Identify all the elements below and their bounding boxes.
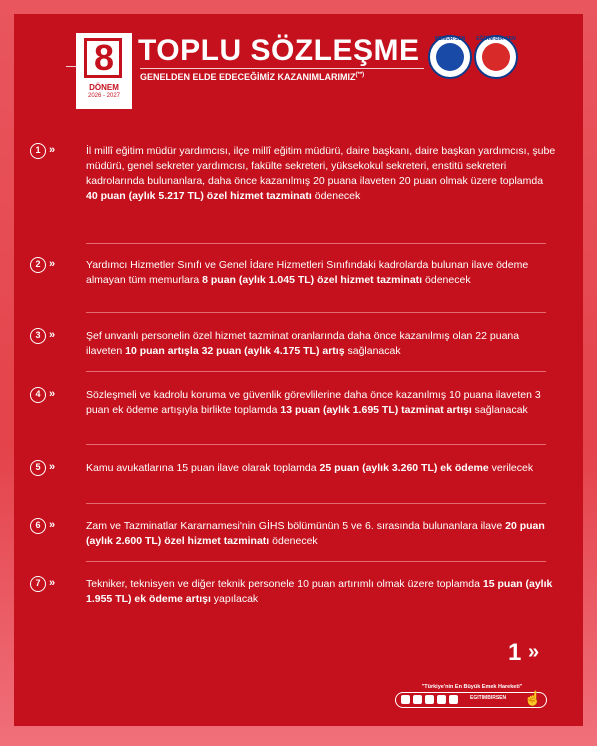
divider xyxy=(86,312,546,313)
list-item xyxy=(30,328,550,364)
item-text-bold: 13 puan (aylık 1.695 TL) tazminat artışı xyxy=(280,404,472,416)
item-text-bold: 25 puan (aylık 3.260 TL) ek ödeme xyxy=(319,462,489,474)
divider xyxy=(86,371,546,372)
item-text xyxy=(86,258,556,288)
chevron-right-icon: » xyxy=(49,388,56,400)
chevron-right-icon: » xyxy=(49,577,56,589)
item-text-body: Yardımcı Hizmetler Sınıfı ve Genel İdare Hizmetleri Sınıfındaki kadrolarda bulunan ilave ödeme almayan tüm memurlara xyxy=(86,259,529,286)
youtube-icon[interactable] xyxy=(437,695,446,704)
item-text-bold: 15 puan (aylık 1.955 TL) ek ödeme artışı xyxy=(86,578,553,605)
egitimbirsen-seal xyxy=(474,35,518,79)
chevron-right-icon: » xyxy=(49,519,56,531)
item-number-badge: 1 xyxy=(30,143,46,159)
item-text-bold: 10 puan artışla 32 puan (aylık 4.175 TL) artış xyxy=(125,345,345,357)
egitimbirsen-seal-center xyxy=(482,43,510,71)
next-page-icon[interactable]: » xyxy=(528,641,540,663)
logo-years: 2026 - 2027 xyxy=(87,93,121,99)
item-text-body: Şef unvanlı personelin özel hizmet tazminat oranlarında daha önce kazanılmış olan 22 puana ilaveten xyxy=(86,330,520,357)
item-text-tail: sağlanacak xyxy=(344,345,401,357)
list-item xyxy=(30,460,550,496)
item-text xyxy=(86,577,556,607)
chevron-right-icon: » xyxy=(49,258,56,270)
item-number-badge: 5 xyxy=(30,460,46,476)
chevron-right-icon: » xyxy=(49,329,56,341)
item-text-tail: ödenecek xyxy=(311,190,361,202)
item-text-tail: sağlanacak xyxy=(471,404,528,416)
page-subtitle xyxy=(140,72,364,82)
subtitle-mark: (**) xyxy=(355,72,365,78)
item-text xyxy=(86,461,556,476)
list-item xyxy=(30,257,550,307)
item-text-tail: ödenecek xyxy=(422,274,471,286)
instagram-icon[interactable] xyxy=(413,695,422,704)
item-number-badge: 6 xyxy=(30,518,46,534)
item-text-bold: 20 puan (aylık 2.600 TL) özel hizmet tazminatı xyxy=(86,520,545,547)
footer-slogan: "Türkiye'nin En Büyük Emek Hareketi" xyxy=(421,684,523,690)
page-number: 1 xyxy=(508,639,522,666)
item-number-badge: 2 xyxy=(30,257,46,273)
divider xyxy=(86,243,546,244)
item-text xyxy=(86,519,556,549)
item-number-badge: 7 xyxy=(30,576,46,592)
header-underline xyxy=(140,68,424,69)
item-text-bold: 8 puan (aylık 1.045 TL) özel hizmet tazminatı xyxy=(202,274,423,286)
egitimbirsen-seal-text: EĞİTİM-BİR-SEN xyxy=(476,36,516,42)
web-icon[interactable] xyxy=(449,695,458,704)
item-text xyxy=(86,144,556,204)
list-item xyxy=(30,518,550,554)
page-title: TOPLU SÖZLEŞME xyxy=(138,34,420,67)
logo-label: DÖNEM xyxy=(89,83,119,92)
item-text-tail: yapılacak xyxy=(210,593,259,605)
list-item xyxy=(30,576,553,612)
item-text-tail: ödenecek xyxy=(269,535,318,547)
chevron-right-icon: » xyxy=(49,144,56,156)
header-left-rule xyxy=(66,66,76,67)
item-number-badge: 3 xyxy=(30,328,46,344)
item-text-tail: verilecek xyxy=(488,462,534,474)
hand-pointer-icon: ☝ xyxy=(524,690,542,706)
x-icon[interactable] xyxy=(401,695,410,704)
divider xyxy=(86,503,546,504)
facebook-icon[interactable] xyxy=(425,695,434,704)
item-number-badge: 4 xyxy=(30,387,46,403)
divider xyxy=(86,444,546,445)
poster-card xyxy=(14,14,583,726)
donem-logo xyxy=(76,33,132,109)
memursen-seal-center xyxy=(436,43,464,71)
item-text-bold: 40 puan (aylık 5.217 TL) özel hizmet tazminatı xyxy=(86,190,312,202)
item-text xyxy=(86,329,556,359)
item-text-body: Kamu avukatlarına 15 puan ilave olarak toplamda xyxy=(86,462,317,474)
item-text-body: Tekniker, teknisyen ve diğer teknik personele 10 puan artırımlı olmak üzere toplamda xyxy=(86,578,480,590)
list-item xyxy=(30,387,550,437)
item-text xyxy=(86,388,556,418)
logo-number: 8 xyxy=(93,37,115,78)
subtitle-text: GENELDEN ELDE EDECEĞİMİZ KAZANIMLARIMIZ xyxy=(140,72,356,82)
social-handle[interactable]: EGITIMBIRSEN xyxy=(470,695,507,701)
chevron-right-icon: » xyxy=(49,461,56,473)
divider xyxy=(86,561,546,562)
memursen-seal-text: MEMUR-SEN xyxy=(434,36,466,42)
item-text-body: Zam ve Tazminatlar Kararnamesi'nin GİHS bölümünün 5 ve 6. sırasında bulunanlara ilave xyxy=(86,520,503,532)
item-text-body: Sözleşmeli ve kadrolu koruma ve güvenlik görevlilerine daha önce kazanılmış 10 puana ilaveten 3 puan ek ödeme artışıyla birlikte toplamda xyxy=(86,389,541,416)
list-item xyxy=(30,143,556,233)
item-text-body: İl millî eğitim müdür yardımcısı, ilçe millî eğitim müdürü, daire başkanı, daire başkan yardımcısı, şube müdürü, genel sekreter yardımcısı, fakülte sekreteri, yüksekokul sekreteri, enstitü sekreteri kadrolarında bulunanlara, daha önce kazanılmış 20 puana ilaveten 20 puan olmak üzere toplamda xyxy=(86,145,556,187)
memursen-seal xyxy=(428,35,472,79)
